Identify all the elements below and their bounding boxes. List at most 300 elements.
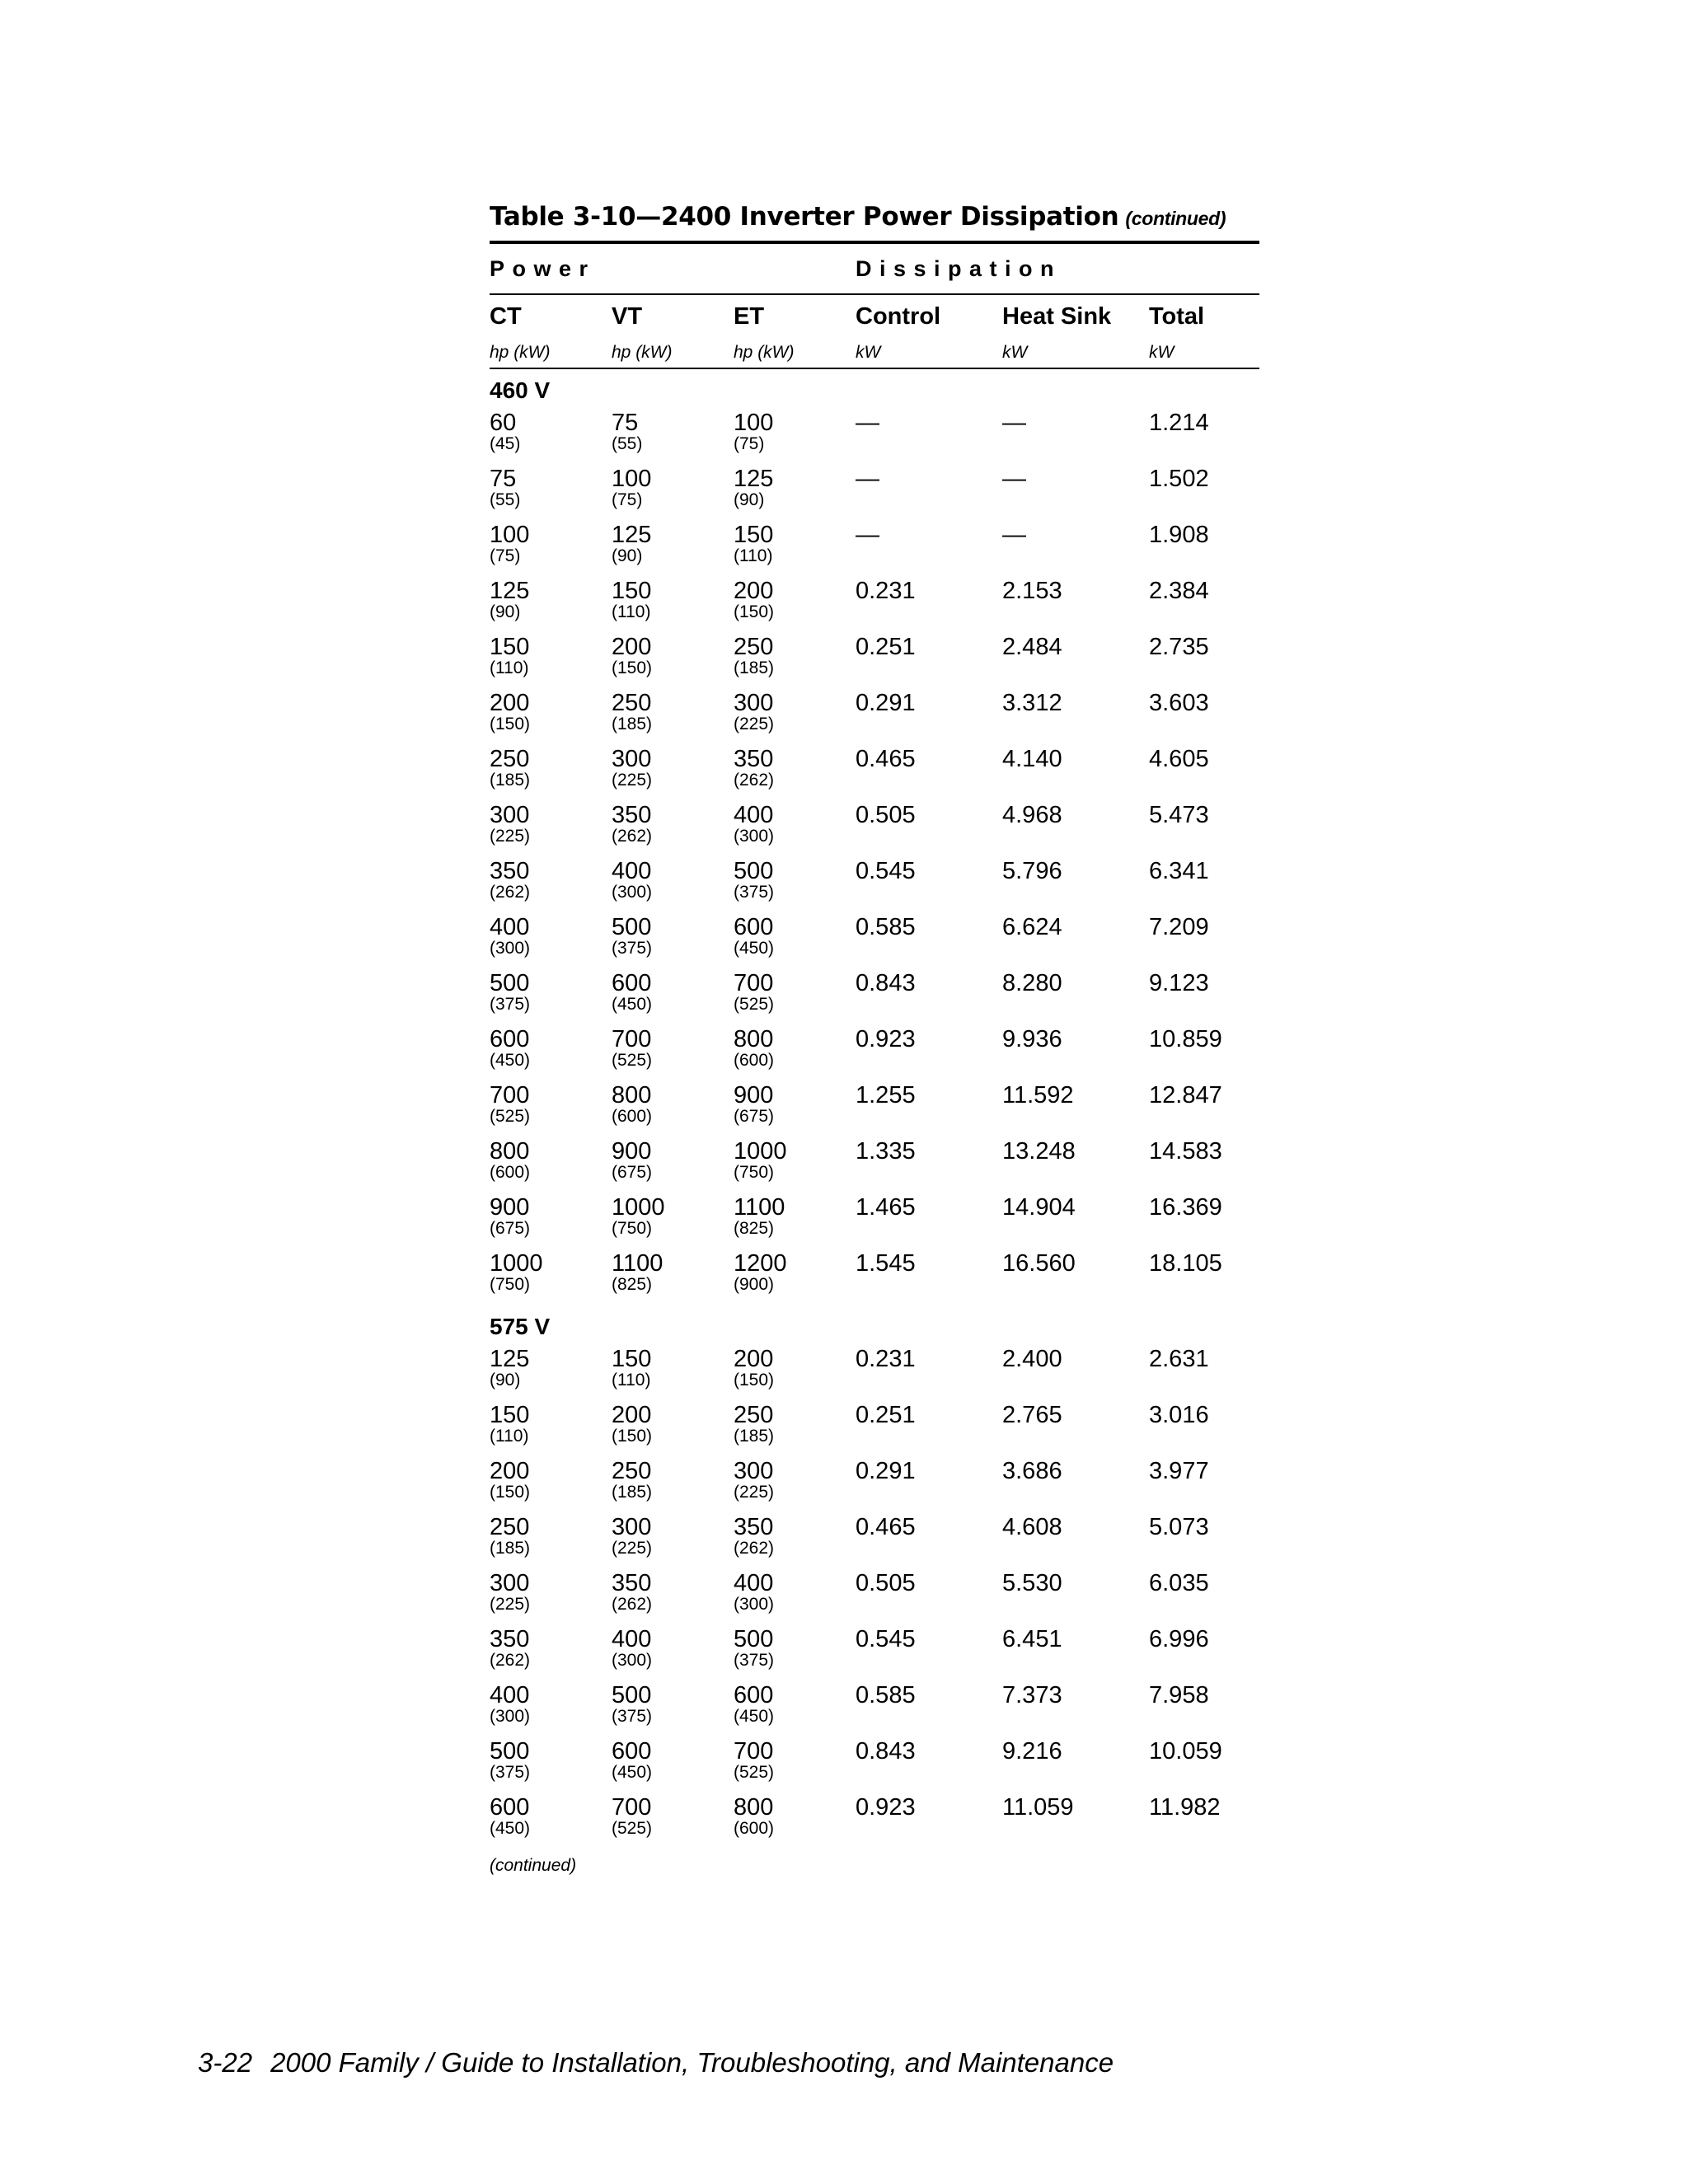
table-cell [1002, 1081, 1074, 1109]
cell-value: — [1002, 522, 1026, 548]
cell-kw-value: (675) [612, 1163, 653, 1182]
cell-value: 800 [734, 1794, 774, 1821]
table-cell [856, 1793, 916, 1821]
table-cell [490, 1249, 543, 1292]
table-cell [856, 913, 916, 941]
table-cell [734, 1137, 787, 1180]
cell-value: 11.982 [1149, 1794, 1221, 1821]
table-cell [490, 1513, 530, 1556]
cell-value: 350 [612, 802, 652, 828]
table-title-suffix: (continued) [1125, 208, 1226, 229]
table-cell [612, 689, 652, 732]
table-cell [490, 1401, 529, 1444]
table-cell [856, 633, 916, 661]
table-cell [856, 1193, 916, 1221]
table-cell [612, 465, 651, 508]
table-cell [1149, 857, 1209, 885]
cell-value: 125 [612, 522, 652, 548]
table-cell [490, 1345, 529, 1388]
cell-value: 400 [612, 1626, 652, 1652]
cell-value: 0.545 [856, 1626, 916, 1652]
cell-kw-value: (185) [612, 1483, 653, 1502]
cell-value: 2.735 [1149, 634, 1209, 660]
table-cell [612, 1401, 652, 1444]
table-cell [856, 465, 879, 493]
cell-kw-value: (300) [734, 827, 775, 846]
cell-value: 800 [734, 1026, 774, 1052]
cell-value: 3.977 [1149, 1458, 1209, 1484]
cell-value: 4.968 [1002, 802, 1062, 828]
table-cell [612, 1193, 665, 1236]
cell-value: 100 [734, 410, 774, 436]
table-cell [612, 1457, 652, 1500]
table-cell [612, 857, 652, 900]
footer-text: 2000 Family / Guide to Installation, Troubleshooting, and Maintenance [270, 2047, 1114, 2078]
table-cell [734, 913, 774, 956]
table-cell [1002, 633, 1062, 661]
table-cell [1149, 1625, 1209, 1653]
cell-value: 1.255 [856, 1082, 916, 1108]
cell-value: 500 [490, 1738, 530, 1765]
table-row [490, 969, 1259, 1025]
cell-value: 0.843 [856, 1738, 916, 1765]
cell-kw-value: (375) [490, 995, 531, 1014]
table-cell [734, 1569, 774, 1612]
table-cell [734, 1737, 774, 1780]
cell-value: — [856, 522, 879, 548]
table-cell [856, 689, 916, 717]
table-cell [1149, 1569, 1209, 1597]
table-row [490, 801, 1259, 857]
cell-kw-value: (185) [734, 1427, 775, 1446]
column-header: Control [856, 303, 941, 330]
cell-kw-value: (262) [734, 771, 775, 790]
cell-value: 800 [612, 1082, 652, 1108]
cell-value: 125 [734, 466, 774, 492]
cell-kw-value: (110) [612, 1371, 651, 1390]
table-cell [490, 1193, 530, 1236]
column-unit: kW [1002, 343, 1028, 362]
table-cell [1002, 577, 1062, 605]
table-cell [734, 1513, 774, 1556]
cell-value: 1100 [612, 1250, 663, 1277]
table-cell [490, 409, 520, 452]
table-row [490, 745, 1259, 801]
cell-value: 60 [490, 410, 517, 436]
cell-value: 5.530 [1002, 1570, 1062, 1596]
cell-value: 300 [490, 1570, 530, 1596]
cell-value: 5.073 [1149, 1514, 1209, 1540]
table-cell [490, 801, 530, 844]
table-cell [612, 1025, 652, 1068]
table-cell [490, 745, 530, 788]
cell-kw-value: (55) [490, 490, 521, 509]
cell-value: 500 [612, 914, 652, 940]
cell-value: 400 [490, 1682, 530, 1708]
cell-value: 0.585 [856, 914, 916, 940]
cell-value: 250 [490, 1514, 530, 1540]
cell-value: 350 [490, 1626, 530, 1652]
cell-kw-value: (225) [734, 1483, 775, 1502]
cell-value: 9.216 [1002, 1738, 1062, 1765]
cell-value: 400 [734, 1570, 774, 1596]
cell-value: 700 [612, 1794, 652, 1821]
table-cell [612, 1681, 652, 1724]
cell-value: 2.400 [1002, 1346, 1062, 1372]
column-header: Heat Sink [1002, 303, 1112, 330]
cell-value: — [856, 410, 879, 436]
cell-kw-value: (450) [734, 939, 775, 958]
cell-value: 13.248 [1002, 1138, 1076, 1165]
table-cell [1002, 1569, 1062, 1597]
table-row [490, 521, 1259, 577]
cell-kw-value: (675) [490, 1219, 531, 1238]
table-cell [856, 1625, 916, 1653]
table-cell [612, 1737, 652, 1780]
cell-value: 150 [612, 578, 652, 604]
cell-value: 9.123 [1149, 970, 1209, 996]
cell-value: 1.214 [1149, 410, 1209, 436]
cell-value: 14.904 [1002, 1194, 1076, 1221]
table-cell [856, 1737, 916, 1765]
cell-value: 1.545 [856, 1250, 916, 1277]
cell-value: 1.335 [856, 1138, 916, 1165]
cell-value: 75 [490, 466, 517, 492]
column-header: Total [1149, 303, 1205, 330]
table-cell [490, 857, 530, 900]
column-unit: hp (kW) [490, 343, 551, 362]
cell-value: 2.153 [1002, 578, 1062, 604]
table-cell [1002, 1025, 1062, 1053]
table-cell [1149, 969, 1209, 997]
cell-value: 600 [734, 914, 774, 940]
table-cell [1002, 465, 1026, 493]
table-row [490, 1345, 1259, 1401]
cell-value: 1000 [612, 1194, 665, 1221]
table-cell [1149, 633, 1209, 661]
cell-value: 600 [734, 1682, 774, 1708]
cell-kw-value: (750) [734, 1163, 775, 1182]
column-unit: hp (kW) [734, 343, 795, 362]
table-cell [1002, 857, 1062, 885]
cell-value: 2.631 [1149, 1346, 1209, 1372]
cell-value: 250 [612, 1458, 652, 1484]
table-cell [1002, 1345, 1062, 1373]
table-cell [1149, 521, 1209, 549]
cell-value: 1.502 [1149, 466, 1209, 492]
cell-value: 700 [612, 1026, 652, 1052]
table-cell [1002, 409, 1026, 437]
cell-value: 16.560 [1002, 1250, 1076, 1277]
table-cell [1149, 1025, 1222, 1053]
cell-kw-value: (110) [612, 602, 651, 621]
cell-kw-value: (225) [734, 715, 775, 733]
cell-value: 0.291 [856, 1458, 916, 1484]
group-header-dissipation: Dissipation [856, 255, 1062, 281]
cell-value: 350 [490, 858, 530, 884]
table-cell [1149, 1137, 1222, 1165]
cell-kw-value: (450) [612, 995, 653, 1014]
table-cell [856, 1457, 916, 1485]
cell-value: 0.585 [856, 1682, 916, 1708]
table-cell [734, 689, 774, 732]
cell-value: 1000 [490, 1250, 543, 1277]
cell-kw-value: (600) [734, 1051, 775, 1070]
table-cell [490, 465, 520, 508]
table-cell [734, 1249, 787, 1292]
cell-kw-value: (750) [612, 1219, 653, 1238]
cell-kw-value: (525) [734, 995, 775, 1014]
cell-value: 500 [734, 858, 774, 884]
cell-value: 125 [490, 578, 530, 604]
column-header: ET [734, 303, 765, 330]
cell-value: 700 [734, 1738, 774, 1765]
cell-value: 6.451 [1002, 1626, 1062, 1652]
cell-value: 8.280 [1002, 970, 1062, 996]
cell-value: 300 [734, 1458, 774, 1484]
cell-kw-value: (150) [490, 715, 531, 733]
dissipation-table [490, 201, 1259, 1876]
cell-value: — [1002, 410, 1026, 436]
table-cell [856, 857, 916, 885]
table-cell [612, 969, 652, 1012]
cell-value: 0.251 [856, 634, 916, 660]
cell-value: 125 [490, 1346, 530, 1372]
table-cell [490, 1081, 530, 1124]
cell-value: 3.312 [1002, 690, 1062, 716]
table-cell [490, 1457, 530, 1500]
table-cell [490, 913, 530, 956]
cell-kw-value: (600) [734, 1819, 775, 1838]
table-cell [1149, 913, 1209, 941]
table-cell [856, 1249, 916, 1277]
table-row [490, 409, 1259, 465]
cell-kw-value: (525) [734, 1763, 775, 1782]
column-header-row [490, 295, 1259, 341]
cell-value: 7.209 [1149, 914, 1209, 940]
cell-value: 5.796 [1002, 858, 1062, 884]
cell-value: 0.843 [856, 970, 916, 996]
cell-value: 18.105 [1149, 1250, 1222, 1277]
cell-kw-value: (300) [734, 1595, 775, 1614]
group-header-row [490, 244, 1259, 293]
table-cell [490, 577, 529, 620]
table-cell [612, 1569, 652, 1612]
table-cell [734, 1081, 774, 1124]
cell-kw-value: (225) [490, 827, 531, 846]
cell-value: 200 [734, 1346, 774, 1372]
cell-value: 4.605 [1149, 746, 1209, 772]
cell-value: 0.505 [856, 802, 916, 828]
table-cell [490, 1793, 530, 1836]
table-cell [1149, 1401, 1209, 1429]
cell-kw-value: (900) [734, 1275, 775, 1294]
table-cell [612, 745, 652, 788]
table-cell [734, 1793, 774, 1836]
cell-value: 300 [612, 746, 652, 772]
cell-value: 4.608 [1002, 1514, 1062, 1540]
table-cell [490, 969, 530, 1012]
table-row [490, 913, 1259, 969]
cell-kw-value: (55) [612, 434, 643, 453]
table-row [490, 1137, 1259, 1193]
table-row [490, 465, 1259, 521]
cell-value: 150 [612, 1346, 652, 1372]
table-row [490, 1081, 1259, 1137]
cell-value: 7.373 [1002, 1682, 1062, 1708]
cell-kw-value: (90) [490, 1371, 521, 1390]
table-row [490, 577, 1259, 633]
cell-value: 400 [612, 858, 652, 884]
cell-kw-value: (150) [490, 1483, 531, 1502]
cell-value: 3.686 [1002, 1458, 1062, 1484]
table-cell [1149, 1737, 1222, 1765]
cell-value: 400 [734, 802, 774, 828]
cell-value: 100 [612, 466, 652, 492]
cell-kw-value: (185) [490, 1539, 531, 1558]
cell-value: 400 [490, 914, 530, 940]
cell-value: 6.624 [1002, 914, 1062, 940]
cell-value: 250 [734, 634, 774, 660]
table-cell [734, 1625, 774, 1668]
cell-value: 250 [490, 746, 530, 772]
cell-kw-value: (375) [612, 939, 653, 958]
table-cell [1002, 1401, 1062, 1429]
cell-value: 100 [490, 522, 530, 548]
table-cell [490, 1681, 530, 1724]
table-cell [1149, 1249, 1222, 1277]
table-cell [856, 521, 879, 549]
cell-value: 6.341 [1149, 858, 1209, 884]
table-cell [856, 1081, 916, 1109]
table-cell [1149, 1081, 1222, 1109]
cell-value: 800 [490, 1138, 530, 1165]
table-cell [734, 745, 774, 788]
cell-value: 350 [734, 746, 774, 772]
cell-value: 600 [490, 1026, 530, 1052]
section-label: 460 V [490, 377, 551, 403]
table-cell [490, 689, 530, 732]
cell-kw-value: (450) [612, 1763, 653, 1782]
cell-value: 600 [612, 970, 652, 996]
cell-value: 500 [490, 970, 530, 996]
table-title-main: Table 3-10—2400 Inverter Power Dissipation [490, 202, 1119, 232]
table-cell [612, 1345, 651, 1388]
table-cell [856, 1569, 916, 1597]
cell-kw-value: (150) [734, 602, 775, 621]
table-row [490, 857, 1259, 913]
table-cell [612, 409, 642, 452]
table-row [490, 1193, 1259, 1249]
cell-value: 300 [490, 802, 530, 828]
cell-value: 0.465 [856, 1514, 916, 1540]
table-cell [856, 1513, 916, 1541]
table-cell [490, 1625, 530, 1668]
cell-kw-value: (825) [612, 1275, 653, 1294]
cell-value: 1.908 [1149, 522, 1209, 548]
table-cell [1002, 801, 1062, 829]
table-cell [1002, 1681, 1062, 1709]
table-cell [1002, 689, 1062, 717]
cell-value: 200 [734, 578, 774, 604]
cell-value: 0.231 [856, 578, 916, 604]
table-row [490, 1737, 1259, 1793]
cell-kw-value: (110) [734, 546, 773, 565]
cell-kw-value: (90) [612, 546, 643, 565]
table-cell [856, 969, 916, 997]
cell-value: 0.465 [856, 746, 916, 772]
table-cell [734, 633, 774, 676]
cell-kw-value: (225) [612, 1539, 653, 1558]
cell-value: 6.996 [1149, 1626, 1209, 1652]
cell-value: 300 [612, 1514, 652, 1540]
table-cell [490, 1137, 530, 1180]
cell-kw-value: (525) [612, 1051, 653, 1070]
table-cell [856, 1681, 916, 1709]
table-row [490, 633, 1259, 689]
table-cell [1002, 1457, 1062, 1485]
cell-kw-value: (300) [612, 1651, 653, 1670]
table-cell [734, 577, 774, 620]
table-cell [490, 1025, 530, 1068]
cell-kw-value: (225) [612, 771, 653, 790]
cell-value: — [1002, 466, 1026, 492]
table-cell [612, 801, 652, 844]
table-cell [1002, 1793, 1074, 1821]
table-cell [612, 577, 651, 620]
table-cell [734, 1345, 774, 1388]
table-cell [612, 633, 652, 676]
cell-kw-value: (525) [490, 1107, 531, 1126]
cell-value: 12.847 [1149, 1082, 1222, 1108]
cell-value: 2.765 [1002, 1402, 1062, 1428]
cell-kw-value: (262) [612, 827, 653, 846]
table-row [490, 1025, 1259, 1081]
cell-value: 16.369 [1149, 1194, 1222, 1221]
table-row [490, 1401, 1259, 1457]
table-cell [612, 1249, 663, 1292]
cell-value: 10.859 [1149, 1026, 1222, 1052]
table-cell [612, 1513, 652, 1556]
cell-kw-value: (450) [490, 1819, 531, 1838]
cell-value: 1100 [734, 1194, 785, 1221]
cell-value: 200 [490, 690, 530, 716]
column-unit: kW [856, 343, 881, 362]
table-cell [612, 1137, 652, 1180]
table-cell [856, 1025, 916, 1053]
cell-kw-value: (150) [612, 658, 653, 677]
table-row [490, 1681, 1259, 1737]
table-cell [734, 521, 773, 564]
table-cell [490, 633, 529, 676]
table-cell [734, 1681, 774, 1724]
table-cell [612, 1793, 652, 1836]
table-cell [1149, 1793, 1221, 1821]
cell-value: 0.231 [856, 1346, 916, 1372]
cell-value: 500 [612, 1682, 652, 1708]
cell-kw-value: (825) [734, 1219, 775, 1238]
table-cell [490, 521, 529, 564]
table-cell [1002, 969, 1062, 997]
cell-value: 75 [612, 410, 639, 436]
cell-kw-value: (90) [490, 602, 521, 621]
cell-value: 700 [490, 1082, 530, 1108]
cell-value: 3.016 [1149, 1402, 1209, 1428]
table-row [490, 1625, 1259, 1681]
cell-value: 0.923 [856, 1794, 916, 1821]
table-cell [612, 521, 651, 564]
table-cell [1149, 1193, 1222, 1221]
